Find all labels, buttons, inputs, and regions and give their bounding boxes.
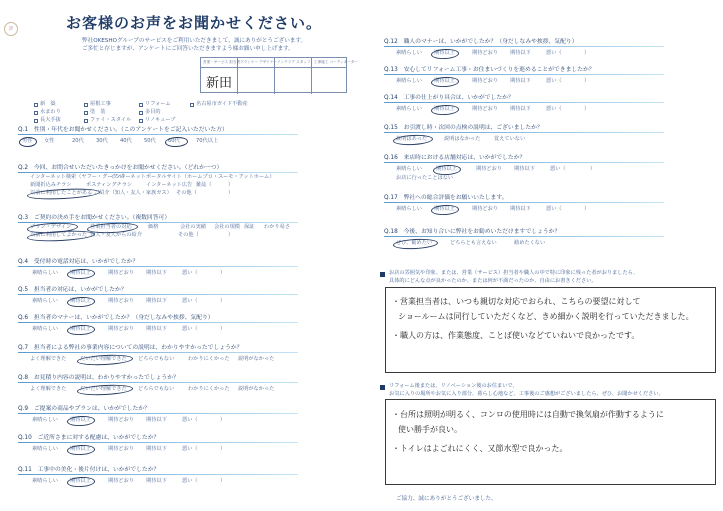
- q3-option[interactable]: 会社の実績: [180, 224, 206, 230]
- q16-option[interactable]: 期待以上: [436, 166, 457, 172]
- q6-question: Q.6 担当者のマナーは、いかがでしたか？（身だしなみや挨拶、気配り）: [18, 315, 214, 321]
- q13-option[interactable]: 期待どおり: [472, 78, 498, 84]
- q5-option[interactable]: ）: [220, 298, 226, 304]
- category-checkbox[interactable]: [34, 111, 38, 115]
- q10-question: Q.10 ご近所さまに対する配慮は、いかがでしたか？: [18, 435, 160, 441]
- q6-option[interactable]: 素晴らしい: [32, 326, 58, 332]
- q17-underline: [384, 202, 664, 203]
- q14-option[interactable]: 素晴らしい: [396, 106, 422, 112]
- q11-option[interactable]: 期待以上: [70, 478, 91, 484]
- q15-option[interactable]: 説明はなかった: [444, 136, 481, 142]
- q8-option[interactable]: 説明がなかった: [238, 386, 275, 392]
- q10-option[interactable]: ）: [220, 446, 226, 452]
- q11-option[interactable]: 期待以下: [146, 478, 167, 484]
- q16-option[interactable]: お店に行ったことはない: [396, 175, 454, 181]
- q6-option[interactable]: 悪い（: [182, 326, 198, 332]
- q2-option[interactable]: 雑誌（: [196, 182, 212, 188]
- q1-option[interactable]: 30代: [96, 138, 108, 144]
- q11-question: Q.11 工事中の美化・後片付けは、いかがでしたか？: [18, 467, 160, 473]
- q12-option[interactable]: 悪い（: [546, 50, 562, 56]
- staff-header-sales: 営業・サービス 担当者: [203, 60, 241, 64]
- q1-selected-mark: [165, 136, 188, 147]
- q5-option[interactable]: 悪い（: [182, 298, 198, 304]
- comment2-line-1: ・台所は照明が明るく、コンロの使用時には自動で換気扇が作動するように: [392, 410, 664, 419]
- q7-option[interactable]: 説明がなかった: [238, 356, 275, 362]
- q5-underline: [18, 294, 298, 295]
- q6-option[interactable]: 期待以下: [146, 326, 167, 332]
- q18-option[interactable]: ぜひ、勧めたい: [396, 240, 433, 246]
- q14-question: Q.14 工事の仕上がり具合は、いかがでしたか？: [384, 95, 514, 101]
- q3-option[interactable]: 会社の規模: [214, 224, 240, 230]
- q17-option[interactable]: 期待以下: [510, 206, 531, 212]
- q3-option[interactable]: 営業担当者の対応: [90, 224, 132, 230]
- staff-header-construction: 工事施工 コーディネーター: [314, 60, 358, 64]
- q7-selected-mark: [77, 353, 134, 366]
- q9-option[interactable]: 期待どおり: [108, 417, 134, 423]
- q7-option[interactable]: よく理解できた: [30, 356, 67, 362]
- q7-underline: [18, 352, 298, 353]
- q7-option[interactable]: どちらでもない: [138, 356, 175, 362]
- q2-option[interactable]: インターネットポータルサイト（ホームプロ・スーモ・アットホーム）: [110, 174, 275, 180]
- q14-option[interactable]: ）: [584, 106, 590, 112]
- q13-underline: [384, 74, 664, 75]
- q1-question: Q.1 性別・年代をお聞かせください。（このアンケートをご記入いただいた方）: [18, 127, 228, 133]
- q2-question: Q.2 今回、お問合せいただいたきっかけをお聞かせください。（どれか一つ）: [18, 165, 223, 171]
- q6-option[interactable]: 期待以上: [70, 326, 91, 332]
- category-checkbox[interactable]: [84, 119, 88, 123]
- q2-option[interactable]: ）: [228, 190, 234, 196]
- q12-option[interactable]: 期待どおり: [472, 50, 498, 56]
- q3-option[interactable]: 以前に利用してよかった: [30, 232, 88, 238]
- q18-question: Q.18 今後、お知り合いに弊社をお勧めいただけますでしょうか？: [384, 229, 561, 235]
- category-checkbox-label: 水まわり: [40, 109, 61, 115]
- q16-option[interactable]: 悪い（: [550, 166, 566, 172]
- q1-option[interactable]: 男性: [22, 138, 33, 144]
- q4-option[interactable]: ）: [220, 270, 226, 276]
- q17-option[interactable]: 期待どおり: [472, 206, 498, 212]
- q4-question: Q.4 受付時の電話対応は、いかがでしたか？: [18, 259, 139, 265]
- intro-line-1: 弊社OKESHOグループのサービスをご利用いただきまして、誠にありがとうございます。: [82, 38, 307, 44]
- q15-option[interactable]: 説明はあった: [396, 136, 428, 142]
- intro-line-2: ご多忙と存じますが、アンケートにご回答いただきますよう様お願い申し上げます。: [82, 46, 294, 52]
- q1-selected-mark: [19, 136, 37, 147]
- q15-underline: [384, 132, 664, 133]
- category-checkbox-label: ファイ・スタイル: [90, 117, 132, 123]
- category-checkbox[interactable]: [139, 103, 143, 107]
- q13-option[interactable]: 素晴らしい: [396, 78, 422, 84]
- q2-option[interactable]: 新聞折込みチラシ: [30, 182, 72, 188]
- q7-option[interactable]: だいたい理解できた: [80, 356, 127, 362]
- comment2-line-3: ・トイレはよごれにくく、又節水型で良かった。: [392, 444, 568, 453]
- q3-option[interactable]: わかり易さ: [264, 224, 290, 230]
- category-checkbox[interactable]: [139, 119, 143, 123]
- q15-option[interactable]: 覚えていない: [494, 136, 526, 142]
- q1-option[interactable]: 20代: [72, 138, 84, 144]
- q9-option[interactable]: 期待以下: [146, 417, 167, 423]
- q4-option[interactable]: 期待以上: [70, 270, 91, 276]
- q2-option[interactable]: ご紹介（知人・友人・家族ガス）: [94, 190, 172, 196]
- q16-option[interactable]: 期待どおり: [476, 166, 502, 172]
- q2-option[interactable]: ポスティングチラシ: [86, 182, 133, 188]
- q9-option[interactable]: 悪い（: [182, 417, 198, 423]
- q11-option[interactable]: 悪い（: [182, 478, 198, 484]
- comment1-prompt-1: お店の雰囲気や印象、または、営業（サービス）担当者や職人の中で特に印象に残った者がおりましたら、: [389, 270, 639, 276]
- q8-underline: [18, 382, 298, 383]
- q10-option[interactable]: 素晴らしい: [32, 446, 58, 452]
- q1-underline: [18, 134, 298, 135]
- q12-option[interactable]: 期待以上: [434, 50, 455, 56]
- category-checkbox-label: 屋根工事: [90, 101, 111, 107]
- q17-option[interactable]: 素晴らしい: [396, 206, 422, 212]
- q12-option[interactable]: 素晴らしい: [396, 50, 422, 56]
- category-checkbox-label: 長大手抜: [40, 117, 61, 123]
- q14-option[interactable]: 期待どおり: [472, 106, 498, 112]
- comment1-line-1: ・営業担当者は、いつも親切な対応でおられ、こちらの要望に対して: [392, 297, 641, 306]
- q9-option[interactable]: 期待以上: [70, 417, 91, 423]
- q3-option[interactable]: その他（: [178, 232, 199, 238]
- header-logo: 評: [4, 22, 18, 36]
- q2-option[interactable]: 以前に利用したことがある: [30, 190, 93, 196]
- q16-question: Q.16 来店時における店舗対応は、いかがでしたか？: [384, 155, 526, 161]
- q14-option[interactable]: 期待以下: [510, 106, 531, 112]
- q12-option[interactable]: ）: [584, 50, 590, 56]
- q3-option[interactable]: 保証: [244, 224, 255, 230]
- q1-option[interactable]: 60代: [168, 138, 180, 144]
- q8-question: Q.8 お見積り内容の説明は、わかりやすかったでしょうか？: [18, 375, 179, 381]
- q5-option[interactable]: 期待以上: [70, 298, 91, 304]
- q13-option[interactable]: 期待以上: [434, 78, 455, 84]
- q2-option[interactable]: ）: [228, 182, 234, 188]
- q16-underline: [384, 162, 664, 163]
- q11-underline: [18, 474, 298, 475]
- category-checkbox[interactable]: [34, 119, 38, 123]
- footer-thanks: ご協力、誠にありがとうございました。: [396, 496, 497, 502]
- q12-underline: [384, 46, 664, 47]
- q6-option[interactable]: 期待どおり: [108, 326, 134, 332]
- q13-option[interactable]: 期待以下: [510, 78, 531, 84]
- q9-underline: [18, 413, 298, 414]
- comment1-line-3: ・職人の方は、作業態度、ことば使いなどていねいで良かったです。: [392, 331, 640, 340]
- q2-option[interactable]: その他（: [176, 190, 197, 196]
- q14-underline: [384, 102, 664, 103]
- category-checkbox[interactable]: [84, 111, 88, 115]
- comment2-line-2: 使い勝手が良い。: [398, 425, 462, 434]
- q8-option[interactable]: わかりにくかった: [188, 386, 230, 392]
- q10-option[interactable]: 期待どおり: [108, 446, 134, 452]
- q10-underline: [18, 442, 298, 443]
- category-checkbox[interactable]: [139, 111, 143, 115]
- q14-option[interactable]: 期待以上: [434, 106, 455, 112]
- q8-option[interactable]: どちらでもない: [138, 386, 175, 392]
- q13-option[interactable]: 悪い（: [546, 78, 562, 84]
- q2-option[interactable]: インターネット広告: [146, 182, 193, 188]
- q10-option[interactable]: 期待以下: [146, 446, 167, 452]
- q4-option[interactable]: 期待どおり: [108, 270, 134, 276]
- q6-underline: [18, 322, 298, 323]
- q8-option[interactable]: よく理解できた: [30, 386, 67, 392]
- q18-underline: [384, 236, 664, 237]
- q6-option[interactable]: ）: [220, 326, 226, 332]
- q8-selected-mark: [77, 383, 134, 396]
- category-checkbox[interactable]: [190, 103, 194, 107]
- comment1-line-2: ショールームは同行していただくなど、きめ細かく説明を行っていただきました。: [398, 312, 694, 321]
- page-title: お客様のお声をお聞かせください。: [66, 14, 323, 32]
- comment1-prompt-2: 具体的にどんな点が良かったのか、または何が不満だったのか、自由にお書きください。: [389, 278, 597, 284]
- q12-option[interactable]: 期待以下: [510, 50, 531, 56]
- category-checkbox-label: リフォーム: [145, 101, 171, 107]
- q10-option[interactable]: 期待以上: [70, 446, 91, 452]
- q3-option[interactable]: 価格: [148, 224, 159, 230]
- q1-option[interactable]: 50代: [144, 138, 156, 144]
- q16-option[interactable]: 素晴らしい: [396, 166, 422, 172]
- category-checkbox-label: 多目的: [145, 109, 161, 115]
- comment2-prompt-2: お気に入りの場所やお気に入り部分、暮らし心地など、工事後のご感想がございましたら、ぜひ、お聞かせください。: [389, 391, 664, 397]
- q4-option[interactable]: 期待以下: [146, 270, 167, 276]
- q3-question: Q.3 ご契約の決め手をお聞かせください。（複数回答可）: [18, 215, 171, 221]
- comment2-bullet-icon: [380, 385, 385, 390]
- q17-question: Q.17 弊社への総合評価をお願いいたします。: [384, 195, 508, 201]
- q1-option[interactable]: 40代: [120, 138, 132, 144]
- q4-option[interactable]: 悪い（: [182, 270, 198, 276]
- q7-question: Q.7 担当者による弊社の事業内容についての説明は、わかりやすかったでしょうか？: [18, 345, 243, 351]
- q9-option[interactable]: ）: [220, 417, 226, 423]
- q13-option[interactable]: ）: [584, 78, 590, 84]
- q16-option[interactable]: ）: [590, 166, 596, 172]
- category-checkbox-label: 新 築: [40, 101, 56, 107]
- staff-header-interior: インテリア スタッフ: [277, 60, 311, 64]
- q5-option[interactable]: 期待以下: [146, 298, 167, 304]
- q5-question: Q.5 担当者の対応は、いかがでしたか？: [18, 287, 127, 293]
- q13-question: Q.13 安心してリフォーム工事・お住まいづくりを進めることができましたか？: [384, 67, 595, 73]
- category-checkbox-label: 名古屋市ガイド不動産: [196, 101, 248, 107]
- q5-option[interactable]: 素晴らしい: [32, 298, 58, 304]
- q10-option[interactable]: 悪い（: [182, 446, 198, 452]
- q3-option[interactable]: プラン・デザイン: [30, 224, 72, 230]
- q17-option[interactable]: 悪い（: [546, 206, 562, 212]
- q1-option[interactable]: 女性: [44, 138, 55, 144]
- category-checkbox-label: 塗 装: [90, 109, 106, 115]
- q12-question: Q.12 職人のマナーは、いかがでしたか？（身だしなみや挨拶、気配り）: [384, 39, 578, 45]
- q3-option[interactable]: 知人・友人からの紹介: [90, 232, 142, 238]
- q17-option[interactable]: 期待以上: [434, 206, 455, 212]
- category-checkbox-label: リノキューブ: [145, 117, 176, 123]
- q2-option[interactable]: インターネット検索（ヤフー・グーグル）: [30, 174, 128, 180]
- q11-option[interactable]: 素晴らしい: [32, 478, 58, 484]
- q18-option[interactable]: どちらとも言えない: [450, 240, 497, 246]
- q4-underline: [18, 266, 298, 267]
- q5-option[interactable]: 期待どおり: [108, 298, 134, 304]
- q3-option[interactable]: ）: [228, 232, 234, 238]
- category-checkbox[interactable]: [84, 103, 88, 107]
- q17-option[interactable]: ）: [584, 206, 590, 212]
- q11-option[interactable]: 期待どおり: [108, 478, 134, 484]
- q14-option[interactable]: 悪い（: [546, 106, 562, 112]
- q18-option[interactable]: 勧めたくない: [514, 240, 546, 246]
- staff-signature: 新田: [206, 76, 233, 91]
- comment1-bullet-icon: [380, 272, 385, 277]
- staff-header-planner: プランナー デザイナー: [240, 60, 277, 64]
- comment2-prompt-1: リフォーム後または、リノベーション後のお住まいで、: [389, 383, 518, 389]
- q9-option[interactable]: 素晴らしい: [32, 417, 58, 423]
- q4-option[interactable]: 素晴らしい: [32, 270, 58, 276]
- q8-option[interactable]: だいたい理解できた: [80, 386, 127, 392]
- q16-option[interactable]: 期待以下: [514, 166, 535, 172]
- q1-option[interactable]: 70代以上: [196, 138, 219, 144]
- q15-question: Q.15 お引渡し時・次回の点検の説明は、ございましたか？: [384, 125, 543, 131]
- category-checkbox[interactable]: [34, 103, 38, 107]
- q9-question: Q.9 ご提案の商品やプランは、いかがでしたか？: [18, 406, 150, 412]
- q7-option[interactable]: わかりにくかった: [188, 356, 230, 362]
- q11-option[interactable]: ）: [220, 478, 226, 484]
- staff-table: [200, 57, 358, 93]
